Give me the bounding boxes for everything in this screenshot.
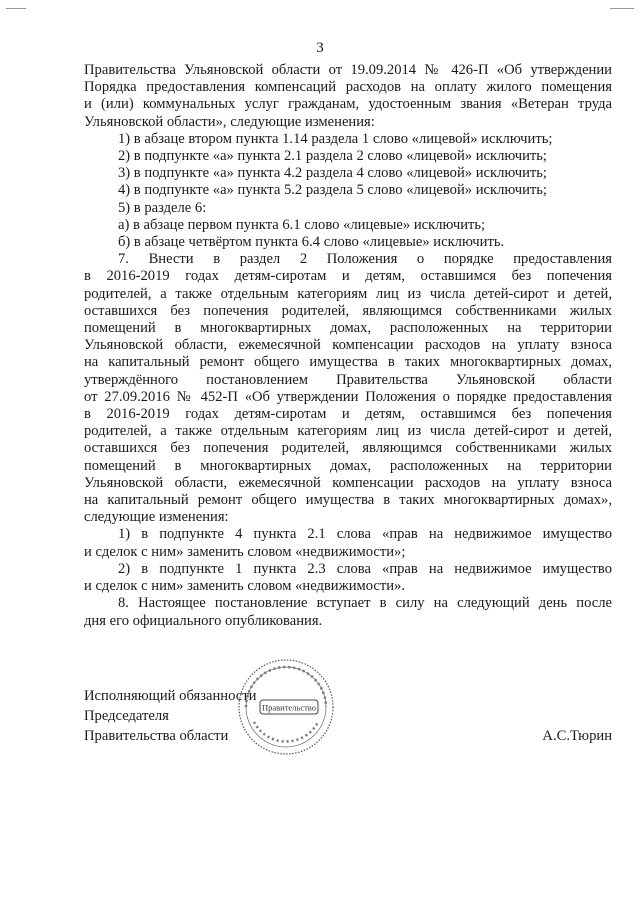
- signer-name: А.С.Тюрин: [542, 728, 612, 744]
- signer-title-line-3: Правительства области: [84, 728, 229, 744]
- text-line: оставшихся без попечения родителей, являющимся собственниками жилых: [84, 440, 612, 457]
- scan-corner-mark-right: [610, 8, 634, 9]
- text-line: и сделок с ним» заменить словом «недвижимости».: [84, 578, 406, 595]
- page-number: 3: [316, 40, 324, 56]
- text-line: в 2016-2019 годах детям-сиротам и детям, оставшимся без попечения: [84, 268, 612, 285]
- text-line: и (или) коммунальных услуг гражданам, удостоенным звания «Ветеран труда: [84, 96, 612, 113]
- list-item: 3) в подпункте «а» пункта 4.2 раздела 4 слово «лицевой» исключить;: [118, 165, 547, 182]
- official-stamp: [236, 657, 336, 757]
- document-body: [84, 62, 612, 630]
- text-line: Ульяновской области», следующие изменения:: [84, 113, 375, 130]
- list-item: 5) в разделе 6:: [118, 199, 207, 216]
- text-line: Ульяновской области, ежемесячной компенсации расходов на уплату взноса: [84, 337, 612, 354]
- text-line: на капитальный ремонт общего имущества в таких многоквартирных домах,: [84, 354, 612, 371]
- text-line: Правительства Ульяновской области от 19.09.2014 № 426-П «Об утверждении: [84, 62, 612, 78]
- text-line: оставшихся без попечения родителей, являющимся собственниками жилых: [84, 302, 612, 319]
- text-line: 8. Настоящее постановление вступает в силу на следующий день после: [118, 595, 612, 612]
- text-line: в 2016-2019 годах детям-сиротам и детям, оставшимся без попечения: [84, 406, 612, 423]
- text-line: и сделок с ним» заменить словом «недвижимости»;: [84, 543, 406, 560]
- text-line: 2) в подпункте 1 пункта 2.3 слова «прав на недвижимое имущество: [118, 560, 612, 577]
- text-line: 7. Внести в раздел 2 Положения о порядке предоставления: [118, 251, 612, 268]
- list-item: 4) в подпункте «а» пункта 5.2 раздела 5 слово «лицевой» исключить;: [118, 182, 547, 199]
- signature-block: [84, 686, 612, 746]
- list-item: 2) в подпункте «а» пункта 2.1 раздела 2 слово «лицевой» исключить;: [118, 148, 547, 165]
- text-line: от 27.09.2016 № 452-П «Об утверждении Положения о порядке предоставления: [84, 388, 612, 405]
- list-item: б) в абзаце четвёртом пункта 6.4 слово «лицевые» исключить.: [118, 234, 505, 251]
- list-item: 1) в абзаце втором пункта 1.14 раздела 1 слово «лицевой» исключить;: [118, 130, 553, 147]
- text-line: дня его официального опубликования.: [84, 612, 323, 629]
- text-line: помещений в многоквартирных домах, расположенных на территории: [84, 457, 612, 474]
- signer-title-line-2: Председателя: [84, 708, 169, 724]
- list-item: а) в абзаце первом пункта 6.1 слово «лицевые» исключить;: [118, 216, 486, 233]
- text-line: утверждённого постановлением Правительства Ульяновской области: [84, 371, 612, 388]
- text-line: Порядка предоставления компенсаций расходов на оплату жилого помещения: [84, 79, 612, 96]
- text-line: родителей, а также отдельным категориям лиц из числа детей-сирот и детей,: [84, 285, 612, 302]
- text-line: следующие изменения:: [84, 509, 229, 526]
- text-line: Ульяновской области, ежемесячной компенсации расходов на уплату взноса: [84, 474, 612, 491]
- scan-corner-mark-left: [6, 8, 26, 9]
- stamp-text: Правительство: [261, 702, 317, 713]
- text-line: помещений в многоквартирных домах, расположенных на территории: [84, 320, 612, 337]
- signer-title-line-1: Исполняющий обязанности: [84, 688, 257, 704]
- text-line: 1) в подпункте 4 пункта 2.1 слова «прав на недвижимое имущество: [118, 526, 612, 543]
- text-line: родителей, а также отдельным категориям лиц из числа детей-сирот и детей,: [84, 423, 612, 440]
- text-line: на капитальный ремонт общего имущества в таких многоквартирных домах»,: [84, 492, 612, 509]
